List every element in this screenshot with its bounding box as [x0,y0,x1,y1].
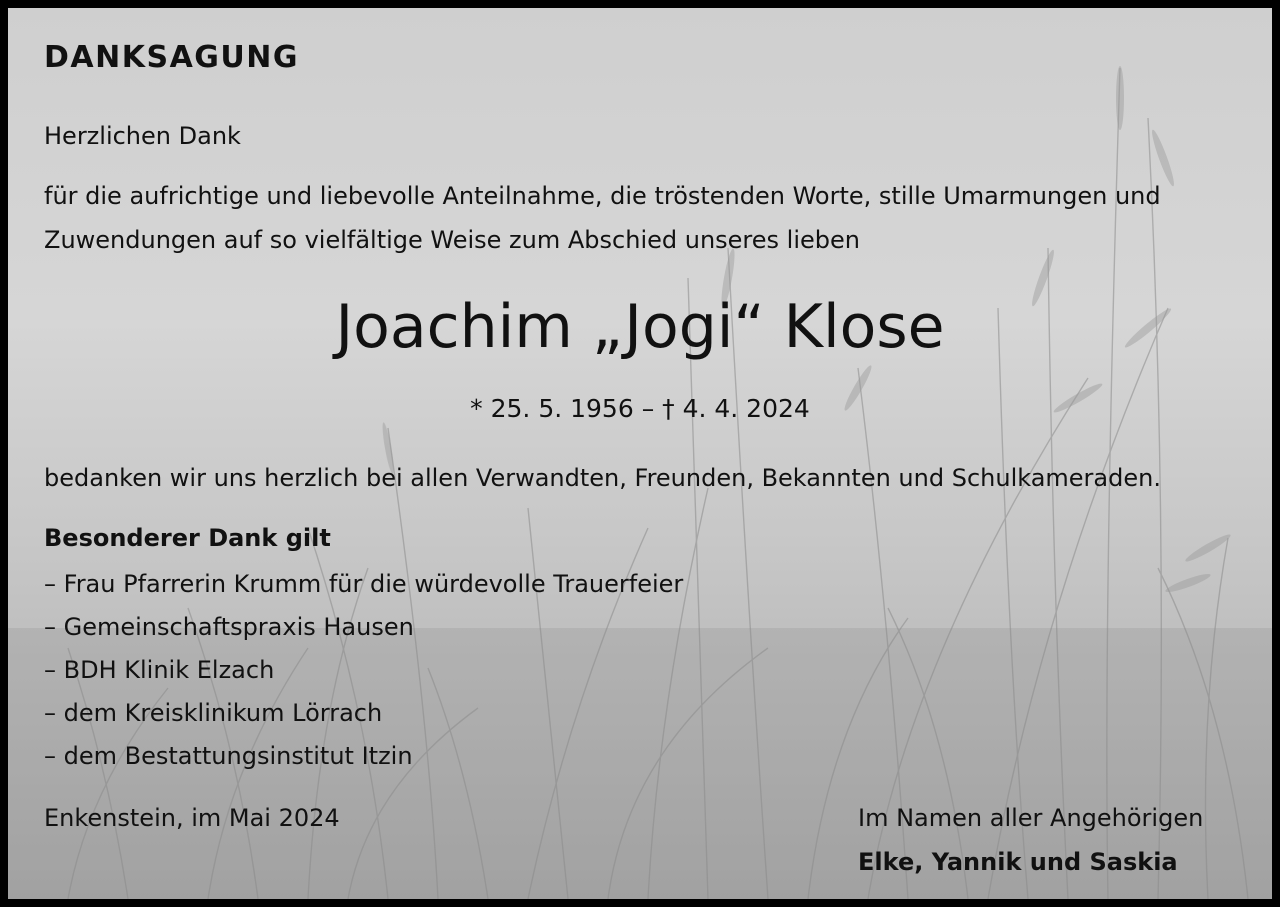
signature-line: Im Namen aller Angehörigen [858,804,1204,832]
list-item: – Gemeinschaftspraxis Hausen [44,613,414,641]
place-date: Enkenstein, im Mai 2024 [44,804,340,832]
deceased-name: Joachim „Jogi“ Klose [335,292,945,362]
intro-line-1: für die aufrichtige und liebevolle Anteilnahme, die tröstenden Worte, stille Umarmungen und [44,182,1161,210]
life-dates: * 25. 5. 1956 – † 4. 4. 2024 [470,394,810,423]
intro-line-2: Zuwendungen auf so vielfältige Weise zum Abschied unseres lieben [44,226,860,254]
special-thanks-title: Besonderer Dank gilt [44,524,331,552]
special-thanks-list [44,563,683,778]
list-item: – BDH Klinik Elzach [44,656,275,684]
list-item: – dem Bestattungsinstitut Itzin [44,742,413,770]
signature-names: Elke, Yannik und Saskia [858,848,1178,876]
greeting: Herzlichen Dank [44,122,241,150]
list-item: – dem Kreisklinikum Lörrach [44,699,383,727]
thanks-line: bedanken wir uns herzlich bei allen Verwandten, Freunden, Bekannten und Schulkameraden. [44,464,1161,492]
list-item: – Frau Pfarrerin Krumm für die würdevolle Trauerfeier [44,570,684,598]
heading: DANKSAGUNG [44,40,300,75]
